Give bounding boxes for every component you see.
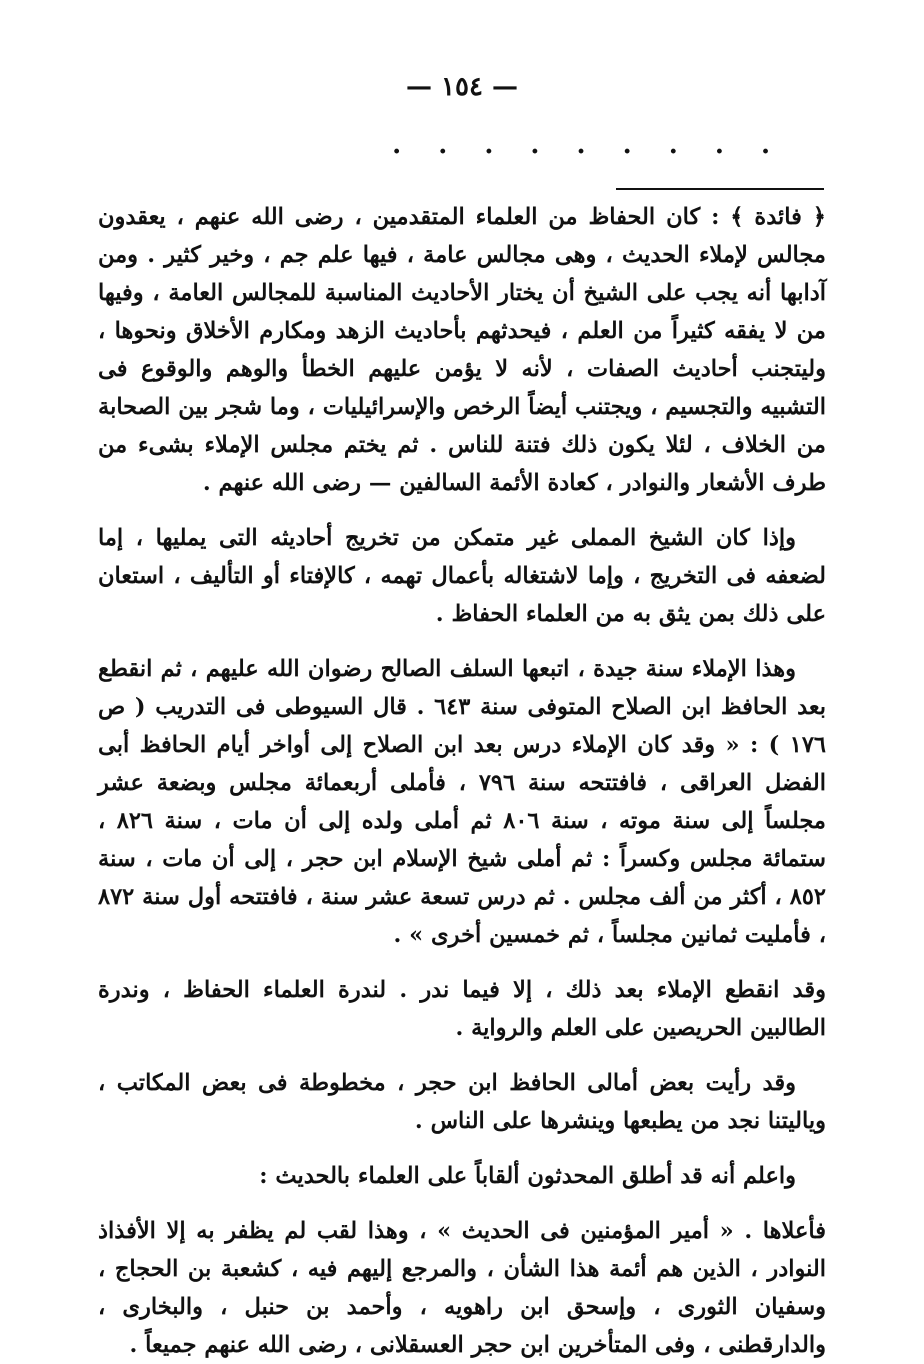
paragraph-alqab-intro: واعلم أنه قد أطلق المحدثون ألقاباً على العلماء بالحديث : <box>259 1163 796 1189</box>
paragraph-faida: ﴿ فائدة ﴾ : كان الحفاظ من العلماء المتقدمين ، رضى الله عنهم ، يعقدون مجالس لإملاء الحديث ، وهى مجالس عامة ، فيها علم جم ، وخير كثير . ومن آدابها أنه يجب على الشيخ أن يختار الأحاديث المناسبة للمجالس العامة ، وفيها من لا يفقه كثيراً من العلم ، فيحدثهم بأحاديث الزهد ومكارم الأخلاق ونحوها ، وليتجنب أحاديث الصفات ، لأنه لا يؤمن عليهم الخطأ والوهم والوقوع فى التشبيه والتجسيم ، ويجتنب أيضاً الرخص والإسرائيليات ، وما شجر بين الصحابة من الخلاف ، لئلا يكون ذلك فتنة للناس . ثم يختم مجلس الإملاء بشىء من طرف الأشعار والنوادر ، كعادة الأئمة السالفين — رضى الله عنهم . <box>98 204 826 496</box>
paragraph-imla-sunna: وهذا الإملاء سنة جيدة ، اتبعها السلف الصالح رضوان الله عليهم ، ثم انقطع بعد الحافظ ابن الصلاح المتوفى سنة ٦٤٣ . قال السيوطى فى التدريب ( ص ١٧٦ ) : « وقد كان الإملاء درس بعد ابن الصلاح إلى أواخر أيام الحافظ أبى الفضل العراقى ، فافتتحه سنة ٧٩٦ ، فأملى أربعمائة مجلس وبضعة عشر مجلساً إلى سنة موته ، سنة ٨٠٦ ثم أملى ولده إلى أن مات ، سنة ٨٢٦ ، ستمائة مجلس وكسراً : ثم أملى شيخ الإسلام ابن حجر ، إلى أن مات ، سنة ٨٥٢ ، أكثر من ألف مجلس . ثم درس تسعة عشر سنة ، فافتتحه أول سنة ٨٧٢ ، فأمليت ثمانين مجلساً ، ثم خمسين أخرى » . <box>98 656 827 948</box>
paragraph-mumli: وإذا كان الشيخ المملى غير متمكن من تخريج أحاديثه التى يمليها ، إما لضعفه فى التخريج ، وإما لاشتغاله بأعمال تهمه ، كالإفتاء أو التأليف ، استعان على ذلك بمن يثق به من العلماء الحفاظ . <box>98 525 826 627</box>
paragraph-amir-muminin: فأعلاها . « أمير المؤمنين فى الحديث » ، وهذا لقب لم يظفر به إلا الأفذاذ النوادر ، الذين هم أئمة هذا الشأن ، والمرجع إليهم فيه ، كشعبة بن الحجاج ، وسفيان الثورى ، وإسحق ابن راهويه ، وأحمد بن حنبل ، والبخارى ، والدارقطنى ، وفى المتأخرين ابن حجر العسقلانى ، رضى الله عنهم جميعاً . <box>98 1218 826 1358</box>
paragraph-amali: وقد رأيت بعض أمالى الحافظ ابن حجر ، مخطوطة فى بعض المكاتب ، وياليتنا نجد من يطبعها وينشرها على الناس . <box>98 1070 826 1134</box>
separator-rule <box>616 188 824 190</box>
ellipsis-dots: . . . . . . . . . <box>392 130 784 160</box>
paragraph-inqita: وقد انقطع الإملاء بعد ذلك ، إلا فيما ندر . لندرة العلماء الحفاظ ، وندرة الطالبين الحريصين على العلم والرواية . <box>98 977 826 1041</box>
page-number: — ١٥٤ — <box>405 72 519 102</box>
body-text <box>98 198 826 1364</box>
